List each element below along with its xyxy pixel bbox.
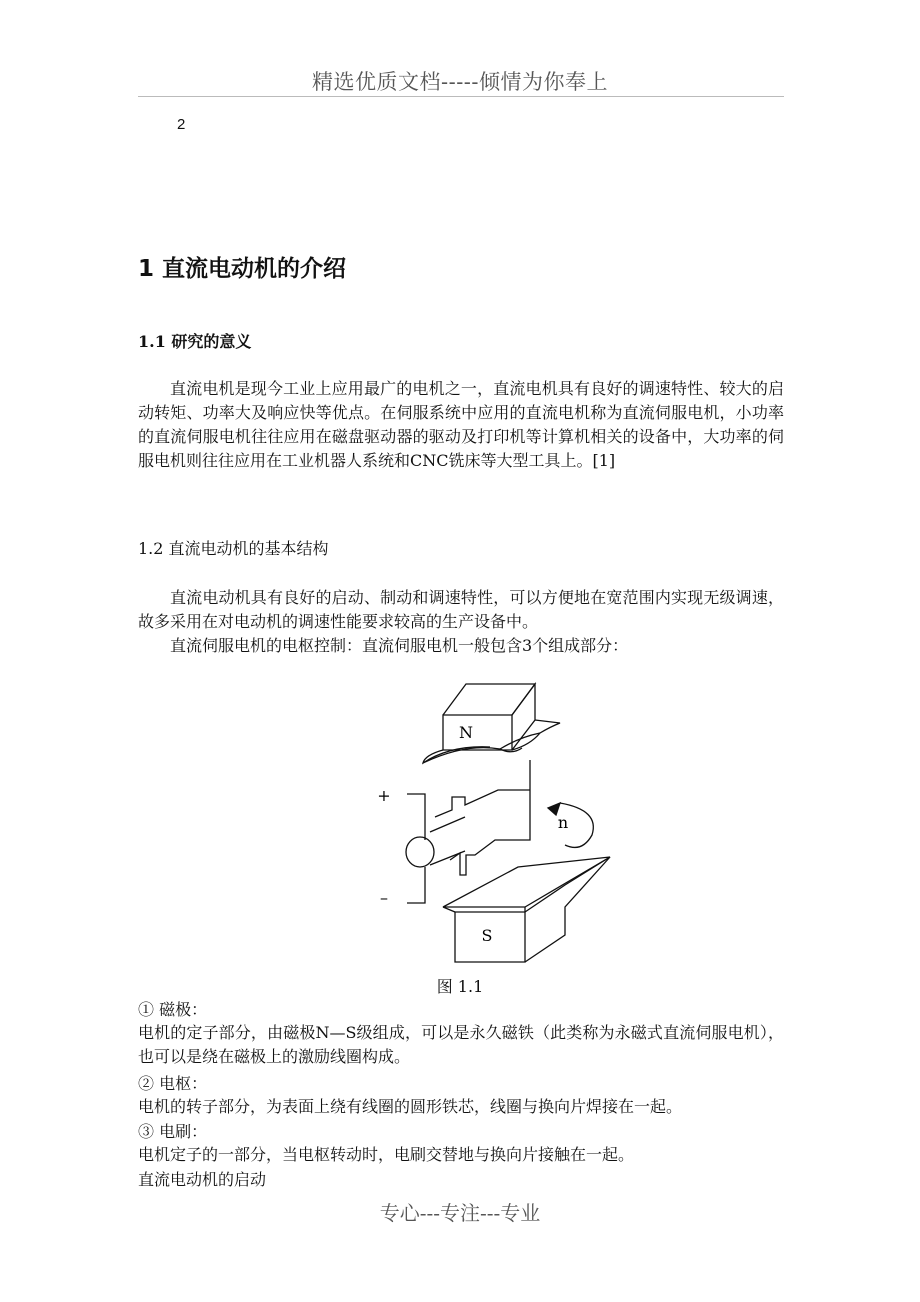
s-pole-side xyxy=(525,857,610,962)
part-2-heading: ② 电枢： xyxy=(138,1074,208,1093)
n-pole-top xyxy=(443,684,535,715)
s-pole-top xyxy=(443,857,610,907)
plus-terminal-label: + xyxy=(377,786,391,805)
trailing-heading: 直流电动机的启动 xyxy=(138,1170,267,1189)
n-pole-label: N xyxy=(459,723,473,742)
s-pole-label: S xyxy=(481,926,493,945)
dc-motor-diagram xyxy=(370,675,620,975)
armature-shaft-top xyxy=(430,817,465,832)
part-1-heading: ① 磁极： xyxy=(138,1000,208,1019)
s-pole-lip xyxy=(443,907,525,912)
armature-top xyxy=(435,790,530,817)
n-pole-left-shoe xyxy=(423,747,490,763)
part-2-text: 电机的转子部分，为表面上绕有线圈的圆形铁芯，线圈与换向片焊接在一起。 xyxy=(138,1097,683,1116)
n-pole-right-shoe xyxy=(512,720,560,750)
part-3-text: 电机定子的一部分，当电枢转动时，电刷交替地与换向片接触在一起。 xyxy=(138,1145,635,1164)
page-footer: 专心---专注---专业 xyxy=(379,1201,541,1225)
page-header-title: 精选优质文档-----倾情为你奉上 xyxy=(312,70,608,94)
paragraph-structure-1: 直流电动机具有良好的启动、制动和调速特性，可以方便地在宽范围内实现无级调速，故多采用在对电动机的调速性能要求较高的生产设备中。 xyxy=(138,588,784,631)
part-3-heading: ③ 电刷： xyxy=(138,1122,208,1141)
part-1-text: 电机的定子部分，由磁极N—S级组成，可以是永久磁铁（此类称为永磁式直流伺服电机），也可以是绕在磁极上的激励线圈构成。 xyxy=(138,1023,784,1066)
header-divider xyxy=(138,96,784,97)
commutator xyxy=(406,837,434,867)
armature-body xyxy=(450,790,530,875)
wire-plus xyxy=(407,794,425,840)
paragraph-significance: 直流电机是现今工业上应用最广的电机之一，直流电机具有良好的调速特性、较大的启动转矩、功率大及响应快等优点。在伺服系统中应用的直流电机称为直流伺服电机，小功率的直流伺服电机往往应用在磁盘驱动器的驱动及打印机等计算机相关的设备中，大功率的伺服电机则往往应用在工业机器人系统和CNC铣床等大型工具上。[1] xyxy=(138,379,784,470)
wire-minus xyxy=(407,867,425,903)
figure-caption: 图 1.1 xyxy=(436,977,484,996)
minus-terminal-label: – xyxy=(380,888,388,907)
rotation-label: n xyxy=(557,813,569,832)
paragraph-structure-2: 直流伺服电机的电枢控制：直流伺服电机一般包含3个组成部分： xyxy=(170,636,629,655)
page-number: 2 xyxy=(177,116,186,133)
n-pole-front xyxy=(443,715,512,750)
section-heading-1-1: 1.1 研究的意义 xyxy=(138,332,252,351)
chapter-heading: 1 直流电动机的介绍 xyxy=(138,256,347,282)
section-heading-1-2: 1.2 直流电动机的基本结构 xyxy=(138,539,329,558)
